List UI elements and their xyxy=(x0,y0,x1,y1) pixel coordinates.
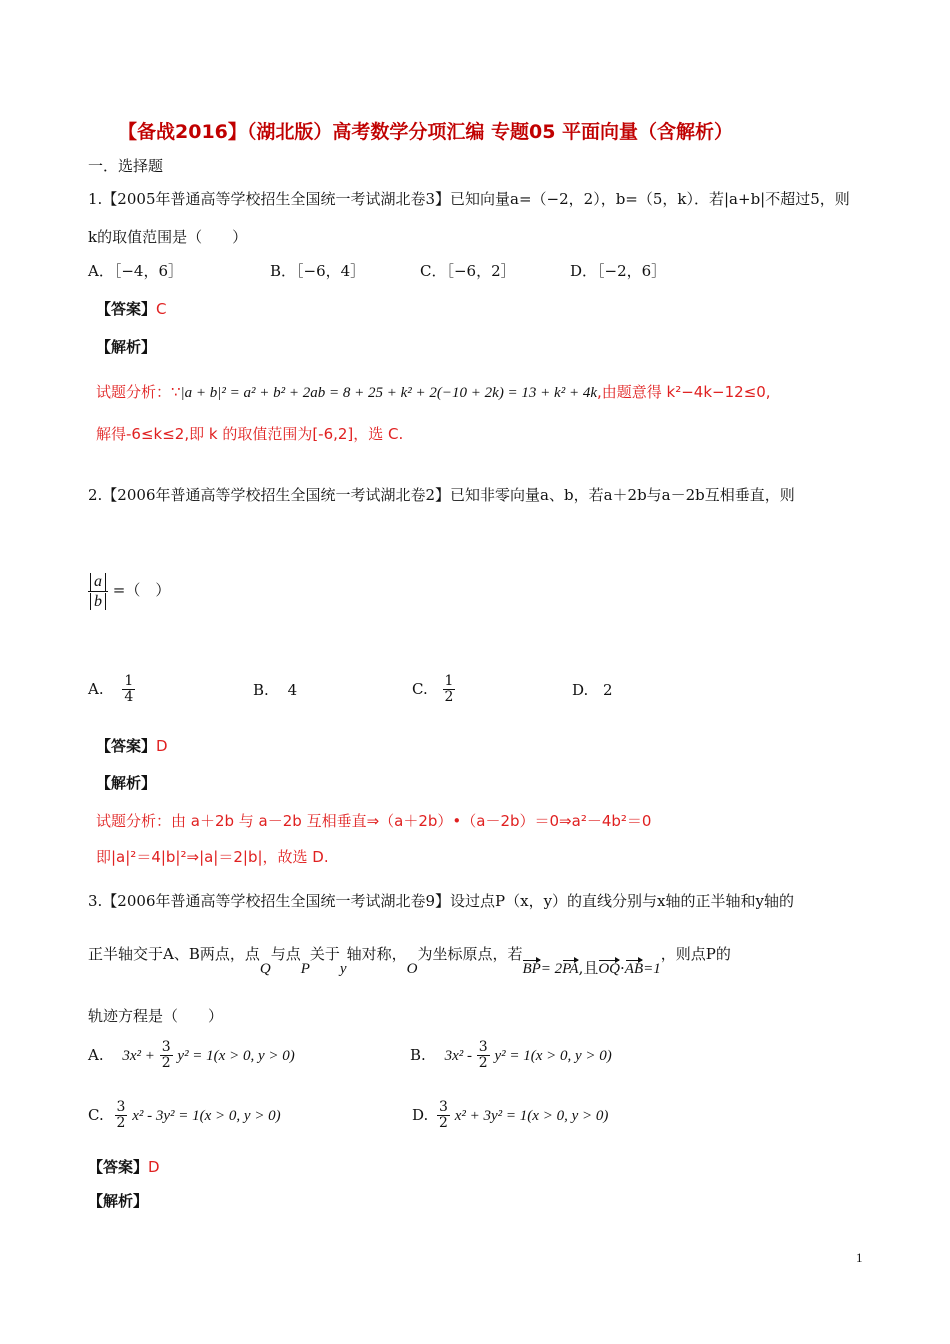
q3-option-b-fraction xyxy=(477,1040,490,1072)
q2-ratio-numerator: a xyxy=(90,573,106,591)
q3-option-d-post: x² + 3y² = 1(x > 0, y > 0) xyxy=(454,1107,609,1124)
q3-option-a-den: 2 xyxy=(161,1055,171,1072)
q3-answer-value: D xyxy=(148,1158,160,1176)
page-title: 【备战2016】（湖北版）高考数学分项汇编 专题05 平面向量（含解析） xyxy=(118,121,734,143)
q3-option-c-fraction xyxy=(115,1100,128,1132)
answer-label: 【答案】 xyxy=(96,737,157,755)
q1-option-c: C．［−6，2］ xyxy=(420,262,516,280)
q3-option-d-letter: D. xyxy=(412,1105,429,1124)
q3-vector-bp: BP xyxy=(522,961,541,977)
q3-origin-o: O xyxy=(406,961,418,977)
q2-option-a xyxy=(88,674,135,706)
q3-point-q: Q xyxy=(259,961,271,977)
q1-option-d: D．［−2，6］ xyxy=(570,262,667,280)
q1-option-a: A．［−4，6］ xyxy=(88,262,183,280)
section-heading: 一．选择题 xyxy=(88,157,164,175)
q2-option-d-letter: D. xyxy=(572,681,589,699)
q3-option-c xyxy=(88,1100,281,1132)
q1-stem-line1: 1.【2005年普通高等学校招生全国统一考试湖北卷3】已知向量a=（−2，2），b=（5，k）．若|a+b|不超过5，则 xyxy=(88,190,850,208)
q3-stem-line1: 3.【2006年普通高等学校招生全国统一考试湖北卷9】设过点P（x，y）的直线分别与x轴的正半轴和y轴的 xyxy=(88,892,794,910)
q3-option-b-pre: 3x² - xyxy=(444,1047,472,1064)
q3-stem-text-b: 与点 xyxy=(270,945,301,963)
q2-option-b-value: 4 xyxy=(287,681,298,699)
q3-analysis-label: 【解析】 xyxy=(88,1192,149,1210)
q3-answer xyxy=(88,1156,160,1177)
q2-option-c-letter: C. xyxy=(412,679,428,698)
q2-answer-value: D xyxy=(156,737,168,755)
q3-stem-text-f: ，则点P的 xyxy=(660,945,731,963)
q2-option-a-fraction xyxy=(122,674,135,706)
q2-answer xyxy=(96,735,168,756)
q1-analysis-math: |a + b|² = a² + b² + 2ab = 8 + 25 + k² + 2(−10 + 2k) = 13 + k² + 4k xyxy=(180,385,597,401)
q3-option-b xyxy=(410,1040,612,1072)
q1-analysis-label: 【解析】 xyxy=(96,338,157,356)
q2-option-a-letter: A. xyxy=(88,679,104,698)
q2-option-d xyxy=(572,681,613,699)
q2-option-b-letter: B. xyxy=(253,681,269,699)
q2-analysis-line2: 即|a|²＝4|b|²⇒|a|＝2|b|，故选 D. xyxy=(96,848,329,866)
q3-stem-line2 xyxy=(88,943,731,977)
q3-option-a-post: y² = 1(x > 0, y > 0) xyxy=(177,1047,295,1064)
q3-stem-line3: 轨迹方程是（ ） xyxy=(88,1007,224,1025)
q3-option-b-post: y² = 1(x > 0, y > 0) xyxy=(494,1047,612,1064)
q2-option-c-num: 1 xyxy=(444,673,454,689)
q3-option-a-letter: A. xyxy=(88,1045,104,1064)
q3-option-c-num: 3 xyxy=(116,1099,126,1115)
q2-option-a-den: 4 xyxy=(124,689,134,706)
q1-analysis-prefix: 试题分析：∵ xyxy=(96,383,181,401)
q2-option-d-value: 2 xyxy=(603,681,613,699)
q3-vector-pa: PA xyxy=(562,961,579,977)
q3-stem-text-a: 正半轴交于A、B两点，点 xyxy=(88,945,260,963)
q3-stem-text-d: 轴对称， xyxy=(346,945,407,963)
q3-option-d-fraction xyxy=(437,1100,450,1132)
q2-ratio-expression xyxy=(88,572,170,610)
q3-option-c-letter: C. xyxy=(88,1105,104,1124)
q2-analysis-label: 【解析】 xyxy=(96,774,157,792)
q2-ratio-denominator: b xyxy=(90,593,106,611)
q3-option-b-letter: B. xyxy=(410,1045,426,1064)
q3-option-a-fraction xyxy=(160,1040,173,1072)
q3-point-p: P xyxy=(300,961,310,977)
q3-axis-y: y xyxy=(339,961,347,977)
q1-option-b: B．［−6，4］ xyxy=(270,262,366,280)
q2-option-c-den: 2 xyxy=(444,689,454,706)
q3-and: ,且 xyxy=(578,959,599,977)
q3-option-b-num: 3 xyxy=(478,1039,488,1055)
q2-option-b xyxy=(253,681,297,699)
q3-option-c-den: 2 xyxy=(116,1115,126,1132)
q3-dot: · xyxy=(620,959,625,977)
q2-analysis-line1: 试题分析：由 a＋2b 与 a－2b 互相垂直⇒（a＋2b）•（a－2b）＝0⇒a²－4b²＝0 xyxy=(96,812,652,830)
q3-option-d-den: 2 xyxy=(439,1115,448,1132)
answer-label: 【答案】 xyxy=(88,1158,149,1176)
q3-vector-oq: OQ xyxy=(598,961,621,977)
q3-eq1: = 2 xyxy=(540,961,563,977)
q1-analysis-suffix: ,由题意得 k²−4k−12≤0, xyxy=(597,383,771,401)
q3-option-a xyxy=(88,1040,295,1072)
q3-vector-condition xyxy=(522,959,660,977)
q1-stem-line2: k的取值范围是（ ） xyxy=(88,228,248,246)
q3-stem-text-e: 为坐标原点，若 xyxy=(417,945,523,963)
q3-stem-text-c: 关于 xyxy=(309,945,340,963)
q2-option-c xyxy=(412,674,455,706)
q3-option-b-den: 2 xyxy=(478,1055,488,1072)
q1-answer-value: C xyxy=(156,300,167,318)
q2-equals-paren: =（ ） xyxy=(112,581,171,600)
q2-option-a-num: 1 xyxy=(124,673,134,689)
q2-stem: 2.【2006年普通高等学校招生全国统一考试湖北卷2】已知非零向量a、b，若a＋2b与a－2b互相垂直，则 xyxy=(88,486,795,504)
q3-option-a-num: 3 xyxy=(161,1039,171,1055)
q3-option-d xyxy=(412,1100,608,1132)
q3-option-d-num: 3 xyxy=(439,1099,448,1115)
page-number: 1 xyxy=(856,1250,863,1265)
answer-label: 【答案】 xyxy=(96,300,157,318)
q2-ratio-fraction xyxy=(88,572,108,610)
q1-analysis-line1 xyxy=(96,381,771,402)
q3-option-a-pre: 3x² + xyxy=(122,1047,155,1064)
q3-vector-ab: AB xyxy=(624,961,644,977)
q3-eq2: =1 xyxy=(643,961,661,977)
q2-option-c-fraction xyxy=(443,674,456,706)
q1-analysis-line2: 解得-6≤k≤2,即 k 的取值范围为[-6,2]，选 C. xyxy=(96,425,404,443)
q3-option-c-post: x² - 3y² = 1(x > 0, y > 0) xyxy=(132,1107,281,1124)
q1-answer xyxy=(96,298,167,319)
